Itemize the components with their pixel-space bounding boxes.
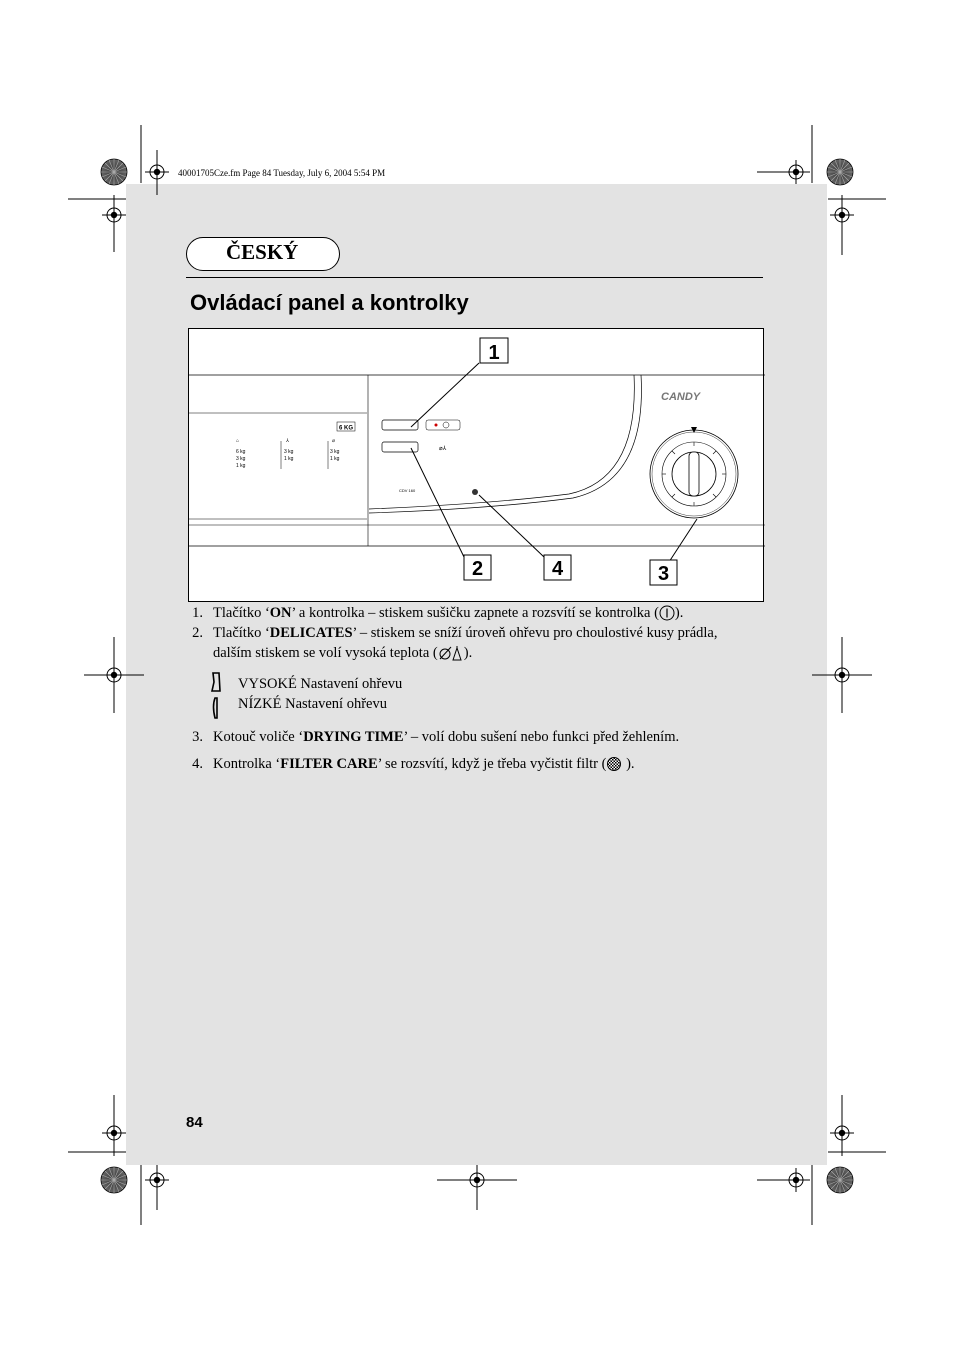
svg-text:⅄: ⅄ xyxy=(286,438,290,444)
svg-text:1 kg: 1 kg xyxy=(284,456,294,462)
control-panel-figure xyxy=(188,328,764,602)
svg-text:1 kg: 1 kg xyxy=(236,463,246,469)
item-text: Kotouč voliče ‘DRYING TIME’ – volí dobu sušení nebo funkci před žehlením. xyxy=(213,729,680,745)
item-text: Kontrolka ‘FILTER CARE’ se rozsvítí, když je třeba vyčistit filtr ( ). xyxy=(213,756,635,772)
low-heat-label: NÍZKÉ Nastavení ohřevu xyxy=(238,696,387,712)
svg-text:6 kg: 6 kg xyxy=(236,449,246,455)
item-number: 2. xyxy=(192,625,203,641)
callout-3: 3 xyxy=(657,563,670,585)
callout-1: 1 xyxy=(488,342,500,364)
capacity-label: 6 KG xyxy=(338,425,354,432)
svg-text:3 kg: 3 kg xyxy=(330,449,340,455)
delicates-icon xyxy=(438,645,464,661)
callout-2: 2 xyxy=(471,558,484,580)
on-indicator-light xyxy=(435,424,438,427)
high-heat-icon xyxy=(209,672,223,692)
item-text: Tlačítko ‘ON’ a kontrolka – stiskem sušičku zapnete a rozsvítí se kontrolka ( ). xyxy=(213,605,684,621)
svg-text:⌀: ⌀ xyxy=(332,438,336,444)
header-rule xyxy=(186,277,763,278)
drying-time-dial[interactable] xyxy=(650,427,738,518)
svg-text:3 kg: 3 kg xyxy=(236,456,246,462)
registration-star-mark xyxy=(827,1167,853,1193)
power-icon xyxy=(659,605,675,621)
svg-text:⌂: ⌂ xyxy=(236,438,240,444)
svg-text:1 kg: 1 kg xyxy=(330,456,340,462)
filter-icon xyxy=(606,756,622,772)
brand-logo: CANDY xyxy=(661,391,701,403)
file-info: 40001705Cze.fm Page 84 Tuesday, July 6, 2004 5:54 PM xyxy=(178,168,386,178)
low-heat-icon xyxy=(209,696,223,720)
item-number: 4. xyxy=(192,756,203,772)
language-label: ČESKÝ xyxy=(226,240,299,264)
item-number: 3. xyxy=(192,729,203,745)
page-title: Ovládací panel a kontrolky xyxy=(190,290,469,315)
high-heat-label: VYSOKÉ Nastavení ohřevu xyxy=(238,676,403,692)
registration-star-mark xyxy=(827,159,853,185)
delicates-icon: ⌀⅄ xyxy=(439,446,447,452)
power-icon xyxy=(443,422,449,428)
registration-star-mark xyxy=(101,1167,127,1193)
filter-care-light xyxy=(472,489,478,495)
control-panel-drawing xyxy=(189,329,765,603)
item-text: Tlačítko ‘DELICATES’ – stiskem se sníží úroveň ohřevu pro choulostivé kusy prádla, dalším stiskem se volí vysoká teplota ( ). xyxy=(213,625,718,661)
registration-star-mark xyxy=(101,159,127,185)
svg-text:3 kg: 3 kg xyxy=(284,449,294,455)
item-number: 1. xyxy=(192,605,203,621)
callout-4: 4 xyxy=(551,558,564,580)
page-number: 84 xyxy=(186,1114,203,1131)
model-label: CDV 160 xyxy=(399,488,416,493)
